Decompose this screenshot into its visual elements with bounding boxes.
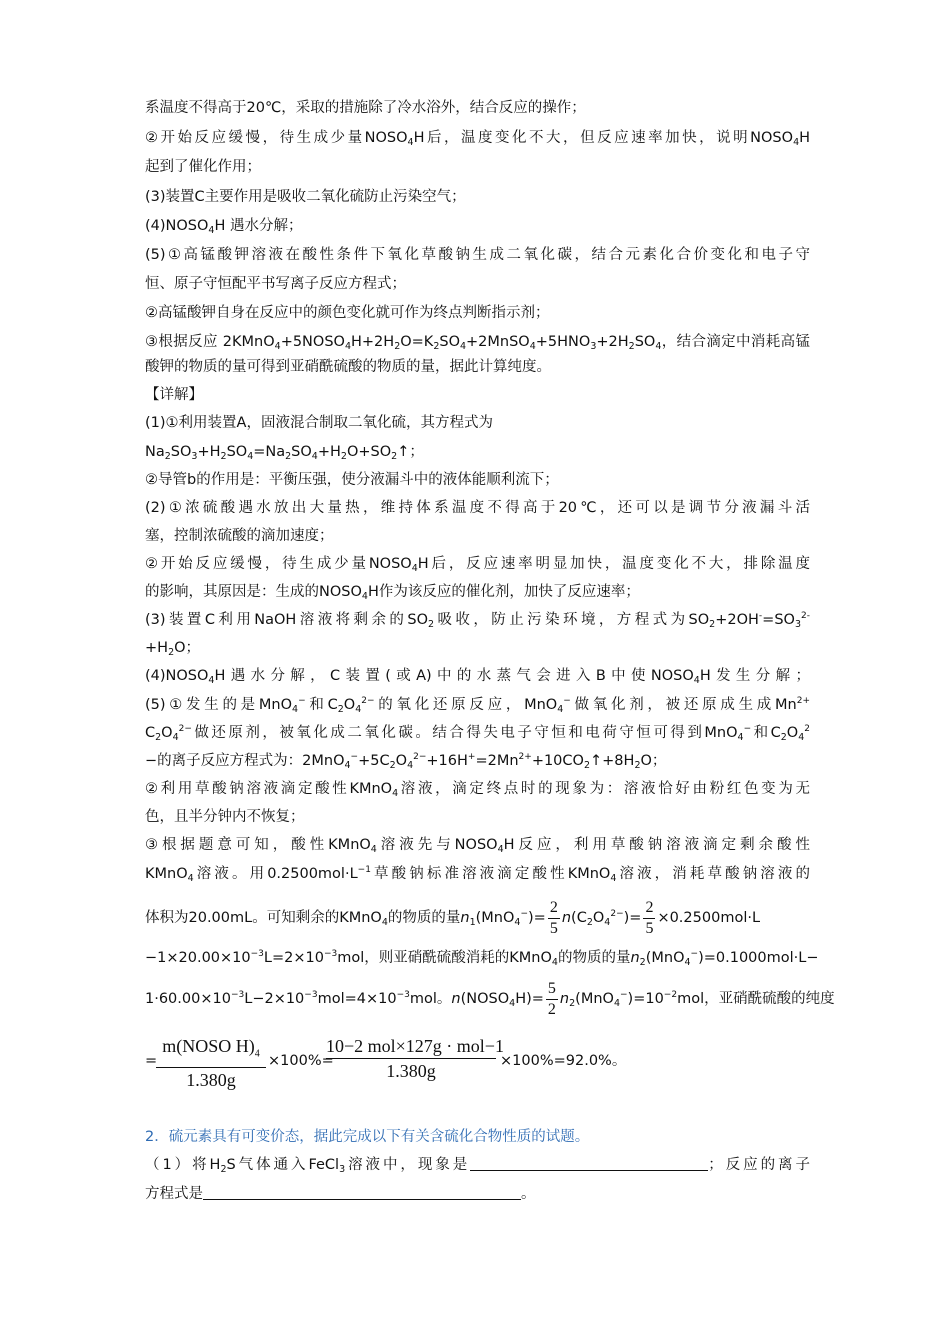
question-line: 方程式是 。 bbox=[145, 1186, 536, 1202]
text-line: $+H_2O$； bbox=[145, 640, 201, 658]
text-line: (5)①高锰酸钾溶液在酸性条件下氧化草酸钠生成二氧化碳，结合元素化合价变化和电子守 bbox=[145, 247, 810, 263]
text-line: (2)①浓硫酸遇水放出大量热，维持体系温度不得高于20℃，还可以是调节分液漏斗活 bbox=[145, 500, 810, 516]
text-line: (3)装置C利用NaOH溶液将剩余的$SO_2$吸收，防止污染环境，方程式为$SO_2+2OH^-=SO_3^{2-}$ bbox=[145, 611, 810, 630]
text-line: 的影响，其原因是：生成的$NOSO_4H$作为该反应的催化剂，加快了反应速率； bbox=[145, 584, 640, 602]
text-line: 系温度不得高于20℃，采取的措施除了冷水浴外，结合反应的操作； bbox=[145, 100, 586, 116]
equation-line: $Na_2SO_3+H_2SO_4=Na_2SO_4+H_2O+SO_2↑$； bbox=[145, 444, 424, 462]
text-line: ②导管b的作用是：平衡压强，使分液漏斗中的液体能顺利流下； bbox=[145, 472, 559, 488]
text-line: $(4)NOSO_4H$遇水分解，C装置(或A)中的水蒸气会进入B中使$NOSO_4H$发生分解； bbox=[145, 668, 810, 686]
text-line: $(4)NOSO_4H$ 遇水分解； bbox=[145, 218, 303, 236]
answer-blank[interactable] bbox=[470, 1156, 708, 1171]
fraction-numerator: m(NOSO $H)_4$ bbox=[156, 1034, 266, 1068]
fraction: $\frac{5}{2}$ bbox=[547, 979, 556, 1018]
text-line: 色，且半分钟内不恢复； bbox=[145, 809, 305, 825]
text-line: (3)装置C主要作用是吸收二氧化硫防止污染空气； bbox=[145, 189, 466, 205]
formula-line: 体积为20.00mL。可知剩余的KMnO$_4$的物质的量$n_1(MnO_4^-)=$ $\frac{2}{5}$ $n(C_2O_4^{2-})=$ $\frac{2}{5}$ ×0.2500mol·L bbox=[145, 898, 761, 937]
question-line: （1）将$H_2S$气体通入FeCl$_3$溶液中，现象是 ；反应的离子 bbox=[145, 1157, 811, 1175]
answer-blank[interactable] bbox=[203, 1185, 521, 1200]
section-heading: 【详解】 bbox=[145, 387, 203, 403]
text-line: $-1\times 20.00\times 10^{-3}L=2\times 10^{-3}mol$，则亚硝酰硫酸消耗的KMnO$_4$的物质的量$n_2(MnO_4^-)=0.1000mol\cdot L-$ bbox=[145, 949, 819, 968]
text-line: (1)①利用装置A，固液混合制取二氧化硫，其方程式为 bbox=[145, 415, 493, 431]
fraction-denominator: 1.380g bbox=[386, 1061, 436, 1081]
equation-tail: ×100%=92.0%。 bbox=[500, 1053, 627, 1069]
text-line: (5)①发生的是MnO$_4$−和$C_2O_4^{2-}$的氧化还原反应，MnO$_4$−做氧化剂，被还原成生成$Mn^{2+}$ bbox=[145, 696, 811, 715]
text-line: $C_2O_4^{2-}$做还原剂，被氧化成二氧化碳。结合得失电子守恒和电荷守恒可得到MnO$_4$−和$C_2O_4^2$ bbox=[145, 724, 810, 743]
text-line: −的离子反应方程式为：$2MnO_4^-+5C_2O_4^{2-}+16H^+=2Mn^{2+}+10CO_2↑+8H_2O$； bbox=[145, 752, 667, 771]
text-line: ③根据反应 $2KMnO_4+5NOSO_4H+2H_2O=K_2SO_4+2MnSO_4+5HNO_3+2H_2SO_4$，结合滴定中消耗高锰 bbox=[145, 334, 810, 352]
formula-line: $1\cdot 60.00\times 10^{-3}L-2\times 10^{-3}mol=4\times 10^{-3}mol$。$n(NOSO_4H)=$ $\frac{5}{2}$ $n_2(MnO_4^-)=10^{-2}mol$，亚硝酰硫酸的纯度 bbox=[145, 979, 835, 1018]
question-2-stem: 2．硫元素具有可变价态，据此完成以下有关含硫化合物性质的试题。 bbox=[145, 1129, 590, 1145]
equation-lead: = bbox=[145, 1053, 158, 1069]
text-line: 酸钾的物质的量可得到亚硝酰硫酸的物质的量，据此计算纯度。 bbox=[145, 359, 551, 375]
purity-fraction-1 bbox=[156, 1034, 266, 1092]
text-line: 塞，控制浓硫酸的滴加速度； bbox=[145, 528, 334, 544]
fraction-numerator: 10−2 mol×127g · mol−1 bbox=[326, 1034, 496, 1059]
text-line: ②开始反应缓慢，待生成少量$NOSO_4H$后，反应速率明显加快，温度变化不大，排除温度 bbox=[145, 556, 811, 574]
question-title bbox=[145, 1127, 810, 1147]
text-line: ②开始反应缓慢，待生成少量$NOSO_4H$后，温度变化不大，但反应速率加快，说明$NOSO_4H$ bbox=[145, 130, 811, 148]
fraction: $\frac{2}{5}$ bbox=[645, 898, 654, 937]
equation-mid: ×100%= bbox=[268, 1053, 334, 1069]
text-line: 起到了催化作用； bbox=[145, 159, 261, 175]
purity-fraction-2 bbox=[326, 1034, 504, 1083]
fraction: $\frac{2}{5}$ bbox=[549, 898, 558, 937]
text-line: ③根据题意可知，酸性KMnO$_4$溶液先与$NOSO_4H$反应，利用草酸钠溶液滴定剩余酸性 bbox=[145, 837, 810, 855]
text-line: ②利用草酸钠溶液滴定酸性KMnO$_4$溶液，滴定终点时的现象为：溶液恰好由粉红色变为无 bbox=[145, 781, 811, 799]
text-line: ②高锰酸钾自身在反应中的颜色变化就可作为终点判断指示剂； bbox=[145, 305, 550, 321]
text-line: KMnO$_4$溶液。用$0.2500mol\cdot L^{-1}$草酸钠标准溶液滴定酸性KMnO$_4$溶液，消耗草酸钠溶液的 bbox=[145, 865, 811, 884]
text-line: 恒、原子守恒配平书写离子反应方程式； bbox=[145, 276, 406, 292]
fraction-denominator: 1.380g bbox=[186, 1069, 236, 1090]
